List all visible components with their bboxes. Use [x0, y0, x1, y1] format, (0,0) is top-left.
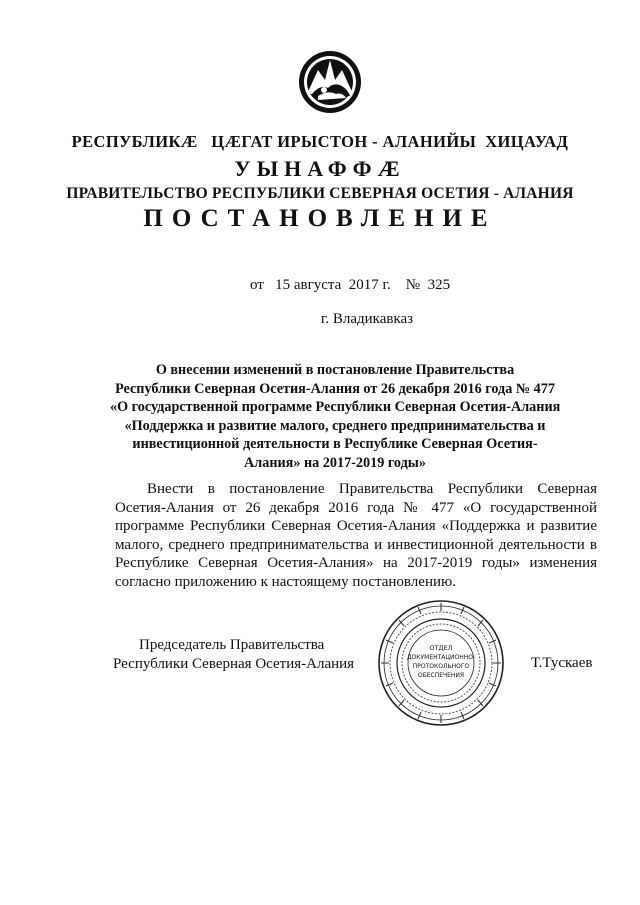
- header-ossetian-government: РЕСПУБЛИКӔ ЦӔГАТ ИРЫСТОН - АЛАНИЙЫ ХИЦАУАД: [71, 132, 569, 151]
- body-line: программе Республики Северная Осетия-Алания «Поддержка и развитие: [115, 518, 597, 535]
- signatory-name: Т.Тускаев: [531, 655, 593, 671]
- city-line: [0, 311, 640, 328]
- decree-title: [110, 361, 560, 473]
- city-label: г. Владикавказ: [320, 311, 414, 327]
- title-line: Алания» на 2017-2019 годы»: [244, 454, 426, 471]
- title-line: инвестиционной деятельности в Республике Северная Осетия-: [132, 436, 538, 453]
- stamp-line: ДОКУМЕНТАЦИОННО-: [406, 654, 476, 661]
- header-russian-government: ПРАВИТЕЛЬСТВО РЕСПУБЛИКИ СЕВЕРНАЯ ОСЕТИЯ - АЛАНИЯ: [66, 185, 574, 202]
- body-line: Внести в постановление Правительства Республики Северная: [147, 481, 597, 497]
- body-line: Республике Северная Осетия-Алания» на 2017-2019 годы» изменения: [115, 555, 597, 572]
- date-number-line: от 15 августа 2017 г. № 325: [250, 277, 451, 293]
- title-line: Республики Северная Осетия-Алания от 26 декабря 2016 года № 477: [115, 380, 555, 397]
- stamp-line: ПРОТОКОЛЬНОГО: [412, 663, 470, 670]
- body-line: согласно приложению к настоящему постановлению.: [115, 573, 456, 590]
- signatory-position: [113, 636, 358, 674]
- stamp-line: ОБЕСПЕЧЕНИЯ: [417, 672, 465, 679]
- signatory-position-line: Республики Северная Осетия-Алания: [113, 656, 355, 672]
- body-line: Осетия-Алания от 26 декабря 2016 года № 477 «О государственной: [115, 499, 597, 516]
- body-line: малого, среднего предпринимательства и инвестиционной деятельности в: [115, 536, 597, 553]
- official-stamp-seal: [376, 598, 506, 728]
- title-line: «Поддержка и развитие малого, среднего предпринимательства и: [124, 417, 546, 434]
- decree-body: [115, 480, 597, 592]
- header-ossetian-decree: УЫНАФФӔ: [234, 156, 406, 181]
- signatory-position-line: Председатель Правительства: [139, 637, 325, 653]
- document-type-title: ПОСТАНОВЛЕНИЕ: [143, 205, 497, 232]
- stamp-line: ОТДЕЛ: [429, 644, 453, 652]
- title-line: «О государственной программе Республики Северная Осетия-Алания: [110, 399, 561, 416]
- coat-of-arms-emblem: [298, 50, 362, 114]
- title-line: О внесении изменений в постановление Правительства: [155, 362, 515, 378]
